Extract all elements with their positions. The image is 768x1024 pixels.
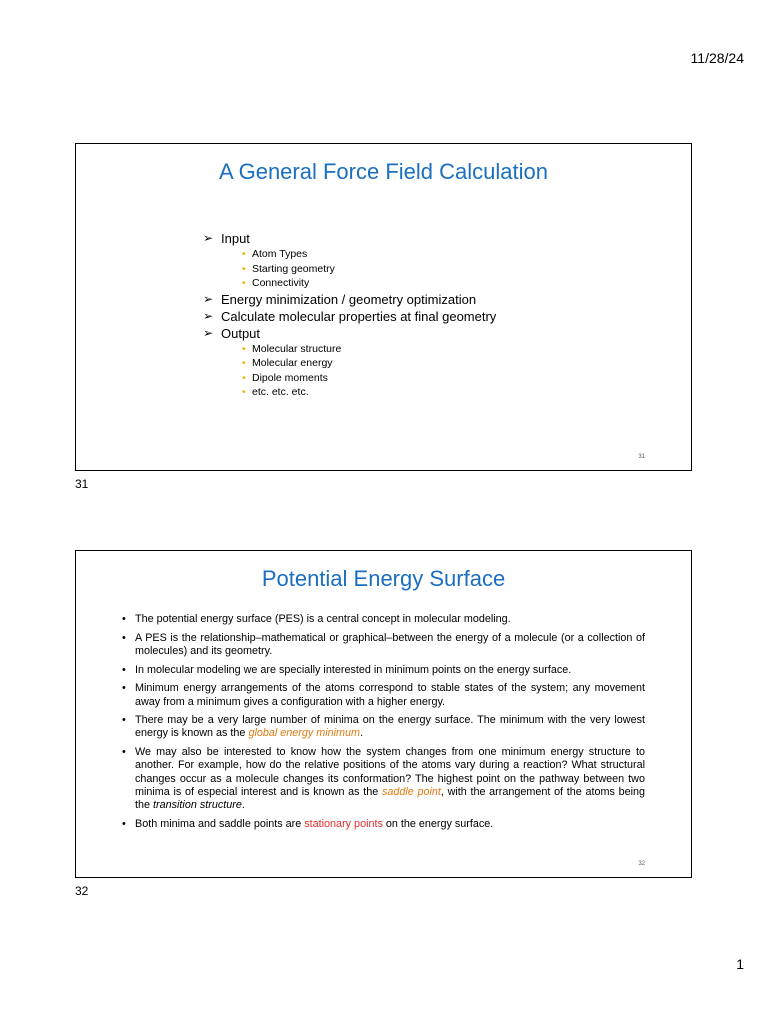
bullet-list <box>122 613 645 836</box>
bullet-item: • Minimum energy arrangements of the atoms correspond to stable states of the system; any movement away from a minimum gives a configuration with a higher energy. <box>122 682 645 708</box>
sub-list <box>221 342 496 400</box>
slide-32 <box>75 550 692 878</box>
dot-bullet-icon: • <box>242 342 246 355</box>
arrow-bullet-icon: ➢ <box>203 308 214 323</box>
outline-list <box>203 230 496 400</box>
dot-bullet-icon: • <box>242 277 246 289</box>
sub-item: • Molecular energy <box>242 357 333 369</box>
slide-label-32: 32 <box>75 884 89 898</box>
dot-bullet-icon: • <box>242 386 246 398</box>
dot-bullet-icon: • <box>242 371 246 384</box>
sub-item: • Molecular structure <box>242 342 342 355</box>
outline-item-label: Energy minimization / geometry optimization <box>221 291 477 307</box>
bullet-icon: • <box>122 817 126 830</box>
bullet-icon: • <box>122 682 126 695</box>
bullet-icon: • <box>122 714 126 727</box>
highlight-global-energy-minimum: global energy minimum <box>248 727 361 740</box>
highlight-saddle-point: saddle point <box>381 785 441 798</box>
arrow-bullet-icon: ➢ <box>203 325 214 340</box>
bullet-item: • We may also be interested to know how the system changes from one minimum energy structure to another. For example, how do the relative positions of the atoms vary during a reaction? What structural changes occur as a molecule changes its conformation? The highest point on the pathway between two minima is of especial interest and is known as the saddle point, with the arrangement of the atoms being the transition structure. <box>122 746 645 811</box>
slide-title: A General Force Field Calculation <box>219 159 548 184</box>
outline-item-input <box>203 230 496 291</box>
bullet-item: • In molecular modeling we are specially interested in minimum points on the energy surface. <box>122 663 572 676</box>
bullet-icon: • <box>122 746 126 759</box>
arrow-bullet-icon: ➢ <box>203 231 214 245</box>
slide-number: 31 <box>638 454 645 460</box>
outline-item-minimization <box>203 291 496 308</box>
bullet-item: • Both minima and saddle points are stationary points on the energy surface. <box>122 817 494 830</box>
slide-number: 32 <box>638 861 645 867</box>
dot-bullet-icon: • <box>242 248 246 260</box>
bullet-item: • There may be a very large number of minima on the energy surface. The minimum with the very lowest energy is known as the global energy minimum. <box>122 714 645 740</box>
print-date: 11/28/24 <box>690 50 744 66</box>
dot-bullet-icon: • <box>242 357 246 369</box>
outline-item-label: Output <box>221 325 261 341</box>
outline-item-label: Calculate molecular properties at final geometry <box>221 308 497 324</box>
bullet-item: • A PES is the relationship–mathematical or graphical–between the energy of a molecule (or a collection of molecules) and its geometry. <box>122 631 645 657</box>
bullet-icon: • <box>122 663 126 676</box>
sub-item: • Dipole moments <box>242 371 328 384</box>
outline-item-properties <box>203 308 496 325</box>
dot-bullet-icon: • <box>242 262 246 275</box>
bullet-icon: • <box>122 613 126 625</box>
slide-title: Potential Energy Surface <box>261 566 506 591</box>
sub-list <box>221 247 496 291</box>
outline-item-output <box>203 325 496 400</box>
slide-label-31: 31 <box>75 477 89 491</box>
sub-item: • Starting geometry <box>242 262 335 275</box>
italic-transition-structure: transition structure <box>153 798 242 811</box>
sub-item: • etc. etc. etc. <box>242 386 309 398</box>
page-number: 1 <box>736 956 744 972</box>
slide-31 <box>75 143 692 471</box>
highlight-stationary-points: stationary points <box>304 817 383 830</box>
sub-item: • Connectivity <box>242 277 310 289</box>
sub-item: • Atom Types <box>242 248 308 260</box>
arrow-bullet-icon: ➢ <box>203 291 214 306</box>
bullet-item: • The potential energy surface (PES) is a central concept in molecular modeling. <box>122 613 511 625</box>
bullet-icon: • <box>122 631 126 644</box>
outline-item-label: Input <box>221 231 250 246</box>
